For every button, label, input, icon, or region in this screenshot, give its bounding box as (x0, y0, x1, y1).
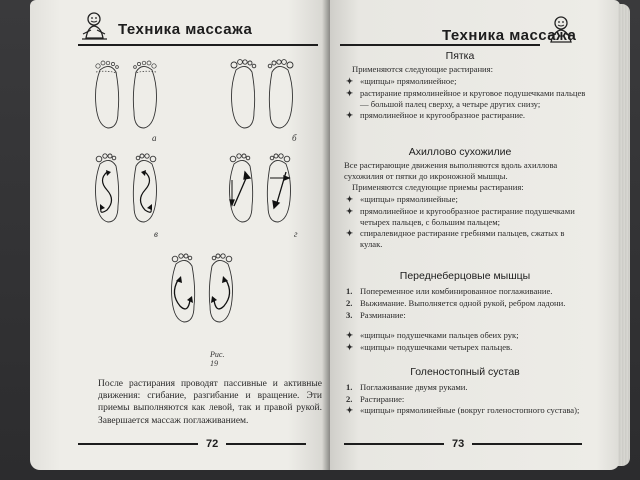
section-heel-intro: Применяются следующие растирания: (352, 64, 493, 74)
left-body-text: После растирания проводят пассивные и активные движения: сгибание, разгибание и вращение. Эти приемы выполняются как левой, так и правой рукой. Завершается массаж поглаживанием. (98, 379, 322, 426)
right-page (330, 0, 620, 470)
list-item (344, 342, 590, 353)
feet-diagram-e (162, 250, 242, 328)
right-footer (344, 434, 582, 454)
number-mark: 2. (346, 393, 353, 404)
section-title-ankle: Голеностопный сустав (410, 366, 520, 378)
number-mark: 3. (346, 309, 353, 320)
right-footer-line-1 (344, 443, 444, 445)
figure-letter-a: а (152, 133, 157, 143)
number-mark: 1. (346, 286, 353, 296)
list-item (344, 394, 590, 405)
feet-diagram-a (86, 56, 166, 134)
left-header (118, 14, 252, 44)
bullet-mark: ✦ (346, 76, 354, 86)
figure-letter-b: б (292, 133, 297, 143)
tibial-bullet-list (344, 330, 590, 354)
list-item (344, 110, 586, 121)
list-item-text: «щипцы» подушечками четырех пальцев. (360, 341, 513, 352)
figure-letter-c: в (154, 229, 158, 239)
list-item-text: спиралевидное растирание гребнями пальцев, сжатых в кулак. (360, 228, 565, 250)
section-achilles-intro: Все растирающие движения выполняются вдоль ахиллова сухожилия от пятки до икроножной мышцы. (344, 160, 558, 181)
list-item (344, 330, 590, 341)
list-item-text: Попеременное или комбинированное поглаживание. (360, 286, 553, 296)
bullet-mark: ✦ (346, 405, 354, 415)
list-item-text: «щипцы» прямолинейное; (360, 76, 457, 86)
list-item-text: Выжимание. Выполняется одной рукой, ребром ладони. (360, 297, 566, 308)
bullet-mark: ✦ (346, 341, 354, 352)
feet-diagram-b (222, 56, 302, 134)
feet-diagram-d (220, 150, 300, 228)
ankle-bullet-list (344, 405, 590, 417)
list-item-text: Растирание: (360, 393, 405, 404)
left-footer-line-2 (226, 443, 306, 445)
list-item (344, 405, 590, 416)
left-page (30, 0, 330, 470)
section-title-tibial: Переднеберцовые мышцы (399, 270, 531, 282)
list-item-text: «щипцы» подушечками пальцев обеих рук; (360, 330, 519, 340)
page-stack-edge (618, 4, 630, 466)
left-footer (78, 434, 306, 454)
bullet-mark: ✦ (346, 110, 354, 121)
left-footer-line-1 (78, 443, 198, 445)
figure-caption: Рис. 19 (210, 350, 225, 368)
massage-mascot-icon-right (546, 14, 576, 46)
number-mark: 1. (346, 382, 353, 392)
figure-letter-d: г (294, 229, 298, 239)
right-header-title: Техника массажа (442, 26, 577, 44)
bullet-mark: ✦ (346, 194, 354, 204)
left-header-rule (78, 44, 318, 46)
bullet-mark: ✦ (346, 205, 354, 216)
list-item (344, 382, 590, 393)
section-title-achilles: Ахиллово сухожилие (408, 146, 512, 158)
list-item-text: «щипцы» прямолинейные (вокруг голеностопного сустава); (360, 405, 580, 415)
list-item (344, 310, 590, 321)
list-item (344, 206, 588, 228)
list-item-text: «щипцы» прямолинейные; (360, 194, 458, 204)
page-number-left: 72 (206, 438, 219, 450)
page-number-right: 73 (452, 438, 465, 450)
list-item-text: прямолинейное и кругообразное растирание. (360, 110, 526, 121)
number-mark: 2. (346, 297, 353, 308)
feet-diagram-c (86, 150, 166, 228)
massage-mascot-icon (80, 10, 110, 42)
list-item (344, 228, 588, 250)
list-item (344, 88, 586, 110)
achilles-bullet-list (344, 194, 588, 251)
list-item-text: Разминание: (360, 309, 406, 320)
list-item (344, 194, 588, 205)
heel-bullet-list (344, 76, 586, 122)
left-header-title: Техника массажа (118, 20, 253, 38)
list-item (344, 298, 590, 309)
section-achilles-intro2: Применяются следующие приемы растирания: (352, 182, 524, 192)
ankle-numbered-list (344, 382, 590, 406)
tibial-numbered-list (344, 286, 590, 321)
bullet-mark: ✦ (346, 330, 354, 340)
list-item (344, 286, 590, 297)
right-footer-line-2 (472, 443, 582, 445)
list-item-text: Поглаживание двумя руками. (360, 382, 468, 392)
bullet-mark: ✦ (346, 87, 354, 98)
section-title-heel: Пятка (445, 50, 475, 62)
list-item-text: прямолинейное и кругообразное растирание подушечками четырех пальцев, с большим пальцем; (360, 205, 575, 227)
list-item (344, 76, 586, 87)
list-item-text: растирание прямолинейное и круговое подушечками пальцев — большой палец сверху, а четыре других снизу; (360, 87, 586, 109)
bullet-mark: ✦ (346, 228, 354, 239)
